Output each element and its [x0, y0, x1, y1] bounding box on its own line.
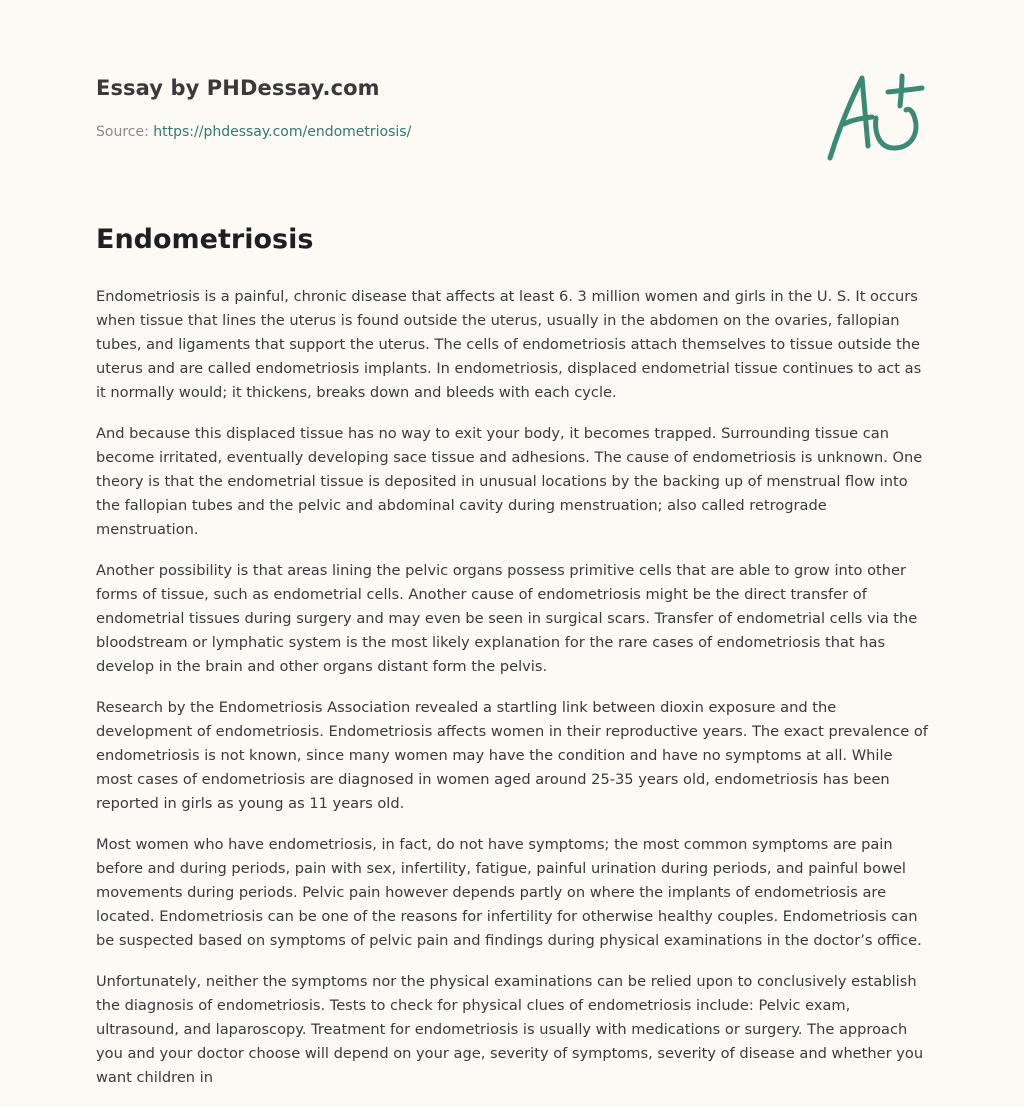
a-plus-logo-icon [822, 66, 926, 164]
essay-body [96, 285, 928, 1107]
source-link[interactable]: https://phdessay.com/endometriosis/ [153, 124, 412, 140]
essay-paragraph: Another possibility is that areas lining the pelvic organs possess primitive cells that are able to grow into other forms of tissue, such as endometrial cells. Another cause of endometriosis might be the direct transfer of endometrial tissues during surgery and may even be seen in surgical scars. Transfer of endometrial cells via the bloodstream or lymphatic system is the most likely explanation for the rare cases of endometriosis that has develop in the brain and other organs distant form the pelvis. [96, 562, 918, 675]
essay-paragraph: Research by the Endometriosis Association revealed a startling link between dioxin exposure and the development of endometriosis. Endometriosis affects women in their reproductive years. The exact prevalence of endometriosis is not known, since many women may have the condition and have no symptoms at all. While most cases of endometriosis are diagnosed in women aged around 25-35 years old, endometriosis has been reported in girls as young as 11 years old. [96, 699, 928, 812]
source-label: Source: [96, 124, 154, 140]
essay-title: Endometriosis [96, 224, 314, 255]
essay-paragraph: Most women who have endometriosis, in fact, do not have symptoms; the most common symptoms are pain before and during periods, pain with sex, infertility, fatigue, painful urination during periods, and painful bowel movements during periods. Pelvic pain however depends partly on where the implants of endometriosis are located. Endometriosis can be one of the reasons for infertility for otherwise healthy couples. Endometriosis can be suspected based on symptoms of pelvic pain and findings during physical examinations in the doctor’s office. [96, 836, 922, 949]
essay-paragraph: Unfortunately, neither the symptoms nor the physical examinations can be relied upon to conclusively establish the diagnosis of endometriosis. Tests to check for physical clues of endometriosis include: Pelvic exam, ultrasound, and laparoscopy. Treatment for endometriosis is usually with medications or surgery. The approach you and your doctor choose will depend on your age, severity of symptoms, severity of disease and whether you want children in [96, 973, 924, 1086]
brand-title: Essay by PHDessay.com [96, 76, 380, 100]
source-line [96, 124, 411, 140]
essay-paragraph: And because this displaced tissue has no way to exit your body, it becomes trapped. Surrounding tissue can become irritated, eventually developing sace tissue and adhesions. The cause of endometriosis is unknown. One theory is that the endometrial tissue is deposited in unusual locations by the backing up of menstrual flow into the fallopian tubes and the pelvic and abdominal cavity during menstruation; also called retrograde menstruation. [96, 425, 923, 538]
page-header [96, 0, 928, 200]
essay-paragraph: Endometriosis is a painful, chronic disease that affects at least 6. 3 million women and girls in the U. S. It occurs when tissue that lines the uterus is found outside the uterus, usually in the abdomen on the ovaries, fallopian tubes, and ligaments that support the uterus. The cells of endometriosis attach themselves to tissue outside the uterus and are called endometriosis implants. In endometriosis, displaced endometrial tissue continues to act as it normally would; it thickens, breaks down and bleeds with each cycle. [96, 288, 922, 401]
essay-page [96, 0, 928, 1086]
